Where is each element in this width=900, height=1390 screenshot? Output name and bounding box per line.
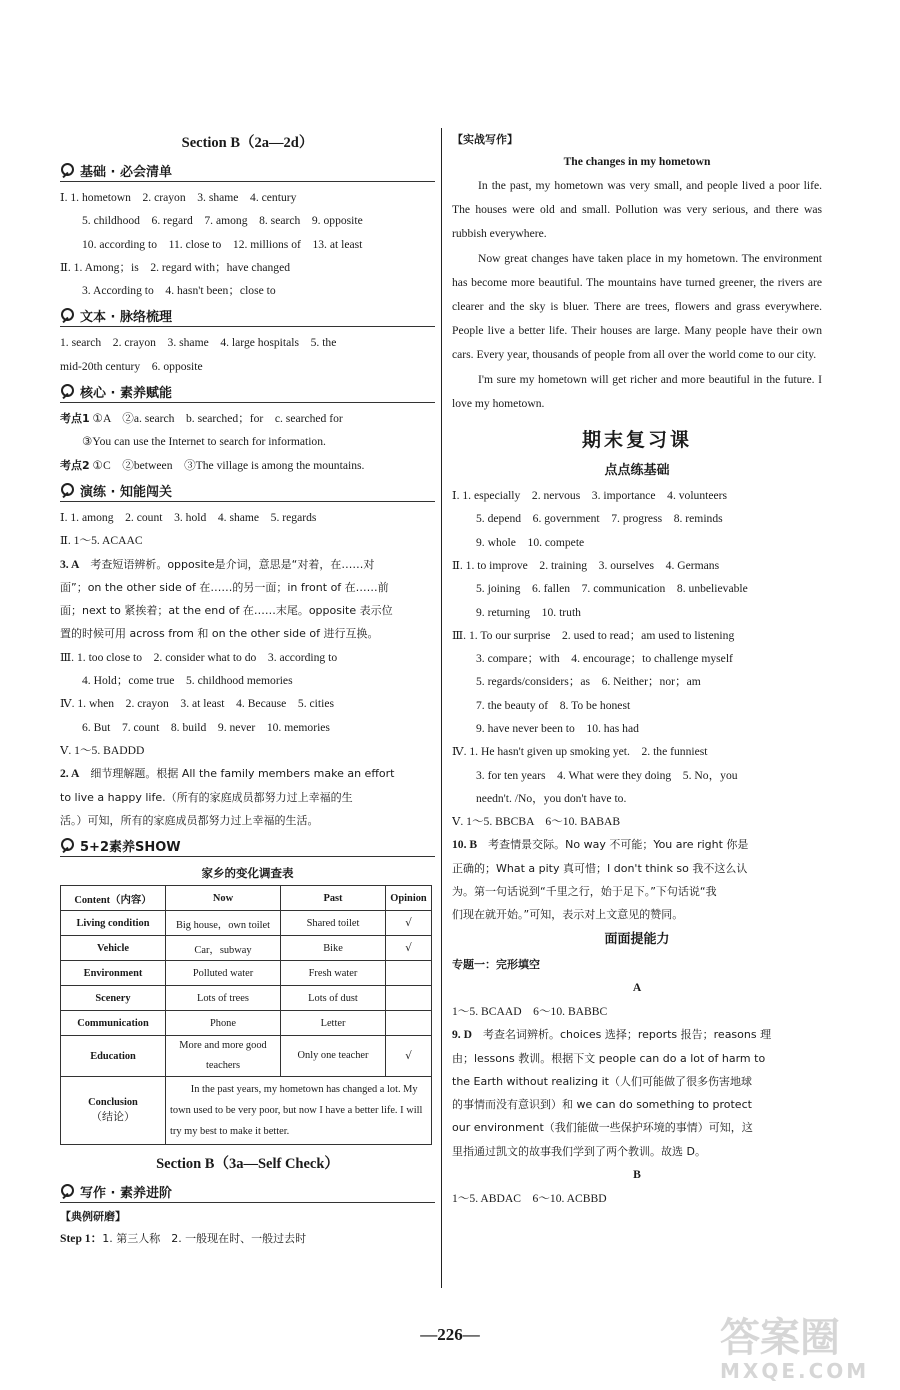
answer-line: Ⅱ. 1. to improve 2. training 3. ourselves 4. Germans [452, 558, 720, 572]
explanation-line: 置的时候可用 across from 和 on the other side of 进行互换。 [60, 627, 379, 641]
magnifier-icon [60, 162, 77, 179]
explanation-line: 的事情而没有意识到）和 we can do something to protect [452, 1098, 752, 1112]
magnifier-icon [60, 383, 77, 400]
answer-line: 9. have never been to 10. has had [476, 722, 639, 735]
survey-table [60, 885, 432, 1145]
heading-text: 文本 · 脉络梳理 [60, 305, 435, 327]
table-title: 家乡的变化调查表 [201, 866, 294, 881]
table-header: Opinion [386, 886, 432, 911]
right-column [452, 130, 822, 1210]
explanation-line: the Earth without realizing it（人们可能做了很多伤害地球 [452, 1074, 752, 1088]
answer-line: 3. for ten years 4. What were they doing 5. No，you [476, 768, 738, 782]
answer-line: 3. According to 4. hasn't been；close to [82, 284, 276, 298]
answer-line: 7. the beauty of 8. To be honest [476, 698, 631, 712]
essay-paragraph: I'm sure my hometown will get richer and more beautiful in the future. I love my hometown. [452, 372, 822, 410]
column-divider [441, 128, 442, 1288]
magnifier-icon [60, 482, 77, 499]
table-row: Vehicle Car，subway Bike √ [61, 936, 432, 961]
bracket-label: 【实战写作】 [452, 133, 518, 146]
answer-line: 1～5. BCAAD 6～10. BABBC [452, 1004, 608, 1018]
answer-line: 考点1 ①A ②a. search b. searched；for c. searched for [60, 412, 343, 426]
left-column [60, 130, 435, 1250]
answer-line: 4. Hold；come true 5. childhood memories [82, 674, 293, 688]
subsection-title: 点点练基础 [604, 463, 670, 479]
explanation-line: 9. D 考查名词辨析。choices 选择；reports 报告；reasons 理 [452, 1028, 772, 1042]
heading-basics: 基础 · 必会清单 [60, 160, 435, 182]
answer-line: 5. joining 6. fallen 7. communication 8. unbelievable [476, 582, 748, 596]
conclusion-text: In the past years, my hometown has changed a lot. My town used to be very poor, but now I have a better life. I will try my best to make it better. [166, 1077, 432, 1145]
explanation-line: 10. B 考查情景交际。No way 不可能；You are right 你是 [452, 838, 749, 852]
topic-label: 专题一：完形填空 [452, 957, 540, 971]
table-header-row [61, 886, 432, 911]
table-row: Environment Polluted water Fresh water [61, 961, 432, 986]
answer-line: needn't. /No，you don't have to. [476, 791, 627, 805]
table-row: Living condition Big house，own toilet Shared toilet √ [61, 911, 432, 936]
bracket-label: 【典例研磨】 [60, 1210, 126, 1224]
explanation-line: 面”；on the other side of 在……的另一面；in front of 在……前 [60, 580, 389, 594]
subsection-title: 面面提能力 [604, 931, 670, 947]
table-header: Content（内容） [61, 886, 166, 911]
watermark-logo: 答案圈 MXQE.COM [720, 1315, 870, 1383]
answer-line: 10. according to 11. close to 12. millions of 13. at least [82, 237, 363, 251]
answer-line: Ⅴ. 1～5. BADDD [60, 743, 145, 757]
answer-line: 5. regards/considers；as 6. Neither；nor；am [476, 675, 701, 689]
heading-core: 核心 · 素养赋能 [60, 381, 435, 403]
magnifier-icon [60, 837, 77, 854]
answer-line: Ⅱ. 1～5. ACAAC [60, 534, 143, 548]
answer-line: Ⅰ. 1. especially 2. nervous 3. importance 4. volunteers [452, 489, 728, 503]
answer-line: Ⅲ. 1. To our surprise 2. used to read；am used to listening [452, 628, 735, 642]
section-title-2: Section B（3a—Self Check） [156, 1156, 339, 1173]
explanation-line: 正确的；What a pity 真可惜；I don't think so 我不这么认 [452, 861, 748, 875]
explanation-line: 们现在就开始。”可知，表示对上文意见的赞同。 [452, 908, 684, 922]
section-title: Section B（2a—2d） [181, 135, 314, 151]
answer-line: 3. compare；with 4. encourage；to challenge myself [476, 652, 733, 666]
answer-line: Ⅰ. 1. hometown 2. crayon 3. shame 4. century [60, 191, 297, 204]
table-row: Education More and more good teachers Only one teacher √ [61, 1036, 432, 1077]
explanation-line: 为。第一句话说到“千里之行，始于足下。”下句话说“我 [452, 885, 717, 899]
explanation-line: 由；lessons 教训。根据下文 people can do a lot of harm to [452, 1051, 766, 1065]
answer-line: mid-20th century 6. opposite [60, 359, 203, 373]
explanation-line: 里指通过凯文的故事我们学到了两个教训。故选 D。 [452, 1144, 706, 1158]
explanation-line: 面；next to 紧挨着；at the end of 在……末尾。opposite 表示位 [60, 604, 393, 618]
answer-line: ③You can use the Internet to search for information. [82, 435, 326, 449]
table-header: Past [281, 886, 386, 911]
answer-line: 9. returning 10. truth [476, 605, 581, 619]
essay-paragraph: In the past, my hometown was very small, and people lived a poor life. The houses were old and small. Pollution was very serious, and there was rubbish everywhere. [452, 179, 822, 241]
table-row: Communication Phone Letter [61, 1011, 432, 1036]
answer-line: 9. whole 10. compete [476, 535, 585, 549]
heading-practice: 演练 · 知能闯关 [60, 480, 435, 502]
magnifier-icon [60, 1183, 77, 1200]
answer-line: 1. search 2. crayon 3. shame 4. large hospitals 5. the [60, 336, 337, 350]
answer-line: Ⅱ. 1. Among；is 2. regard with；have changed [60, 260, 291, 274]
essay-title: The changes in my hometown [563, 155, 711, 168]
magnifier-icon [60, 307, 77, 324]
heading-writing: 写作 · 素养进阶 [60, 1181, 435, 1203]
explanation-line: to live a happy life.（所有的家庭成员都努力过上幸福的生 [60, 790, 353, 804]
explanation-line: 2. A 细节理解题。根据 All the family members make an effort [60, 767, 395, 781]
explanation-line: 活。）可知，所有的家庭成员都努力过上幸福的生活。 [60, 813, 319, 827]
table-header: Now [166, 886, 281, 911]
answer-line: 5. childhood 6. regard 7. among 8. search 9. opposite [82, 214, 363, 228]
answer-line: Ⅴ. 1～5. BBCBA 6～10. BABAB [452, 815, 621, 829]
part-label: A [632, 980, 642, 994]
chapter-title: 期末复习课 [581, 429, 692, 452]
answer-line: 6. But 7. count 8. build 9. never 10. memories [82, 720, 330, 734]
answer-line: 考点2 ①C ②between ③The village is among the mountains. [60, 458, 365, 472]
answer-line: Ⅳ. 1. He hasn't given up smoking yet. 2. the funniest [452, 745, 708, 759]
answer-line: Ⅳ. 1. when 2. crayon 3. at least 4. Because 5. cities [60, 697, 334, 711]
answer-line: Ⅲ. 1. too close to 2. consider what to do 3. according to [60, 650, 338, 664]
table-row-conclusion: Conclusion （结论） In the past years, my hometown has changed a lot. My town used to be very poor, but now I have a better life. I will try my best to make it better. [61, 1077, 432, 1145]
table-row: Scenery Lots of trees Lots of dust [61, 986, 432, 1011]
explanation-line: 3. A 考查短语辨析。opposite是介词，意思是“对着，在……对 [60, 557, 375, 571]
page-number: —226— [420, 1325, 480, 1344]
explanation-line: our environment（我们能做一些保护环境的事情）可知，这 [452, 1121, 753, 1135]
answer-line: 5. depend 6. government 7. progress 8. reminds [476, 512, 723, 526]
essay-paragraph: Now great changes have taken place in my hometown. The environment has become more beautiful. The mountains have turned greener, the rivers are clearer and the sky is bluer. There are trees, flowers and grass everywhere. People live a better life. Their houses are large. Many people have their own cars. Every year, thousands of people from all over the world come to our city. [452, 251, 822, 362]
answer-line: Step 1：1. 第三人称 2. 一般现在时、一般过去时 [60, 1232, 307, 1246]
answer-line: Ⅰ. 1. among 2. count 3. hold 4. shame 5. regards [60, 510, 317, 524]
heading-show: 5+2素养SHOW [60, 835, 435, 857]
answer-line: 1～5. ABDAC 6～10. ACBBD [452, 1192, 607, 1206]
part-label: B [633, 1168, 641, 1182]
